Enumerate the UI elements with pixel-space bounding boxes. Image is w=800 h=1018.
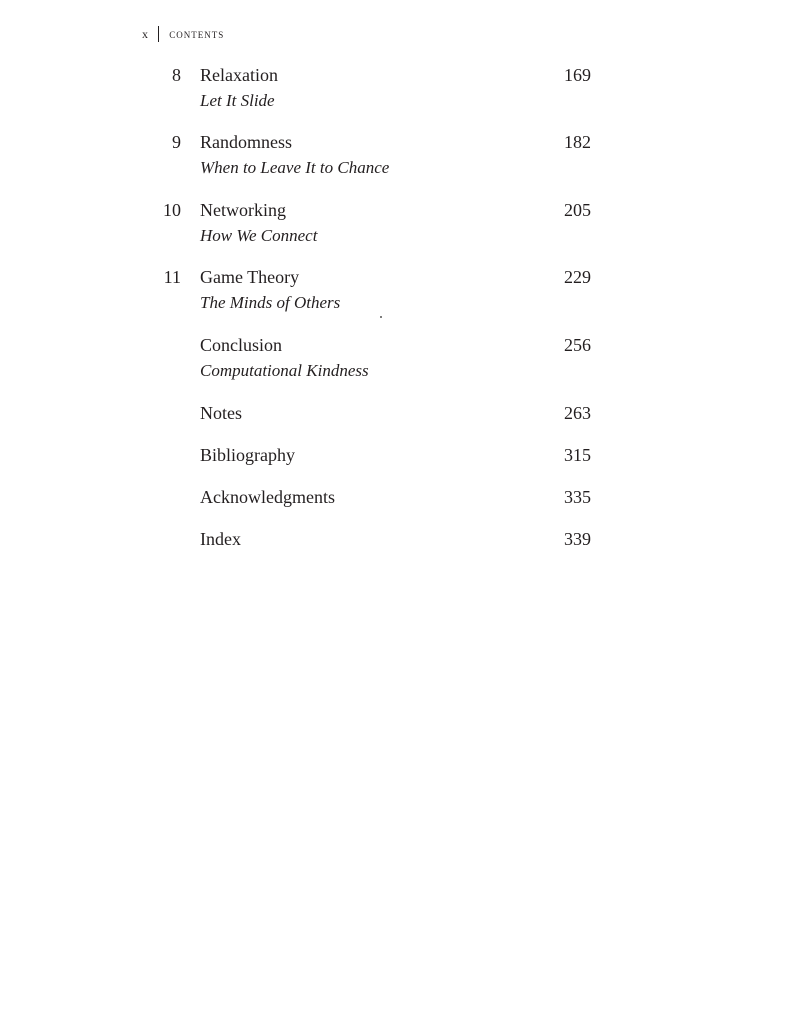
print-speck — [380, 316, 382, 318]
page-folio: x — [142, 26, 150, 41]
chapter-title[interactable]: Index — [200, 529, 241, 549]
chapter-number: 11 — [163, 267, 181, 287]
chapter-number: 10 — [163, 200, 181, 220]
chapter-subtitle: When to Leave It to Chance — [200, 158, 390, 177]
chapter-title[interactable]: Networking — [200, 200, 286, 220]
toc-entry-9[interactable] — [0, 131, 800, 179]
chapter-title[interactable]: Relaxation — [200, 65, 278, 85]
toc-entry-index[interactable] — [0, 528, 800, 576]
chapter-title[interactable]: Game Theory — [200, 267, 300, 287]
toc-entry-notes[interactable] — [0, 402, 800, 450]
page-number: 182 — [564, 132, 591, 152]
toc-entry-conclusion[interactable] — [0, 334, 800, 382]
toc-entry-acknowledgments[interactable] — [0, 486, 800, 534]
toc-entry-11[interactable] — [0, 266, 800, 314]
page-number: 205 — [564, 200, 591, 220]
chapter-subtitle: Let It Slide — [200, 91, 275, 110]
chapter-subtitle: The Minds of Others — [200, 293, 341, 312]
page-number: 315 — [564, 445, 591, 465]
running-head — [142, 25, 224, 43]
page-number: 256 — [564, 335, 591, 355]
chapter-subtitle: Computational Kindness — [200, 361, 369, 380]
page-number: 169 — [564, 65, 591, 85]
page-number: 339 — [564, 529, 591, 549]
running-head-divider — [158, 26, 159, 42]
chapter-number: 8 — [172, 65, 181, 85]
chapter-title[interactable]: Conclusion — [200, 335, 283, 355]
chapter-title[interactable]: Randomness — [200, 132, 292, 152]
chapter-number: 9 — [172, 132, 181, 152]
chapter-subtitle: How We Connect — [200, 226, 318, 245]
page-number: 229 — [564, 267, 591, 287]
chapter-title[interactable]: Bibliography — [200, 445, 295, 465]
chapter-title[interactable]: Acknowledgments — [200, 487, 335, 507]
chapter-title[interactable]: Notes — [200, 403, 242, 423]
toc-entry-10[interactable] — [0, 199, 800, 247]
page-number: 335 — [564, 487, 591, 507]
toc-entry-8[interactable] — [0, 64, 800, 112]
toc-entry-bibliography[interactable] — [0, 444, 800, 492]
running-head-section: contents — [169, 26, 225, 41]
page-number: 263 — [564, 403, 591, 423]
